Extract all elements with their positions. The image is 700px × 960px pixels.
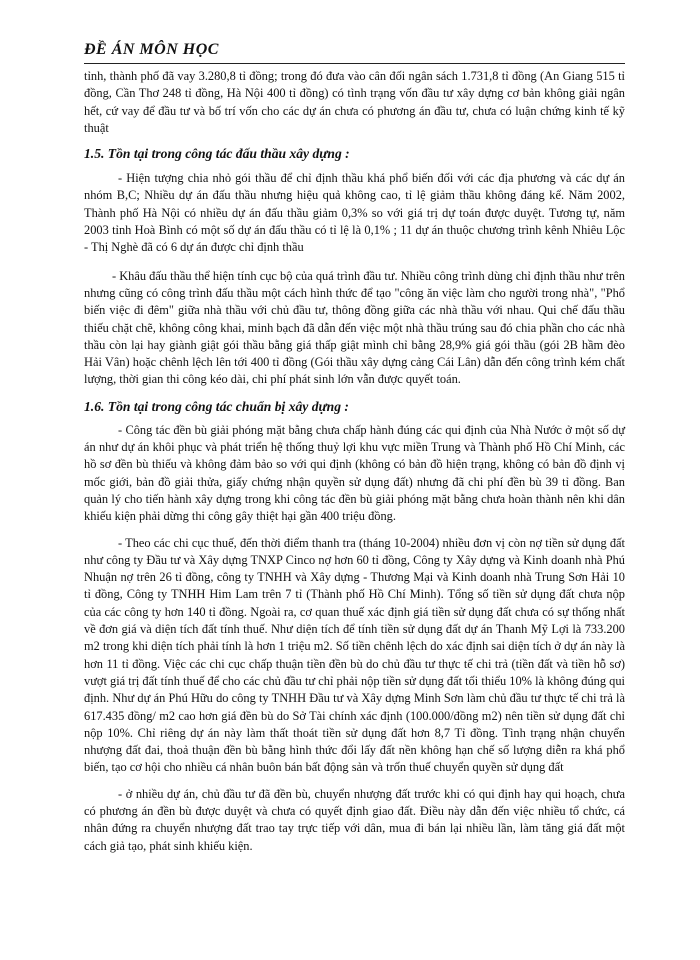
section-1-6-paragraph-1: - Công tác đền bù giải phóng mặt bằng chưa chấp hành đúng các qui định của Nhà Nước ở một số dự án như dự án khôi phục và phát triển hệ thống thuỷ lợi khu vực miền Trung và Thành phố Hồ Chí Minh, các hồ sơ đền bù thiếu và không đảm bảo so với qui định (không có bản đồ hiện trạng, không có bản đồ định vị mốc giới, bản đồ giải thửa, giấy chứng nhận quyền sử dụng đất) nhưng đã chi phí đền bù 39 tỉ đồng. Ban quản lý cho tiến hành xây dựng trong khi công tác đền bù giải phóng mặt bằng chưa hoàn thành nên khi dân khiếu kiện phải dừng thi công gây thiệt hại gần 400 triệu đồng.: [84, 422, 625, 524]
section-1-6-title: 1.6. Tồn tại trong công tác chuẩn bị xây dựng :: [84, 398, 349, 414]
section-1-5-paragraph-2: - Khâu đấu thầu thể hiện tính cục bộ của quá trình đầu tư. Nhiều công trình dùng chỉ định thầu như trên nhưng cũng có công trình đấu thầu một cách hình thức để tạo "công ăn việc làm cho người trong nhà", "Phổ biến việc đi đêm" giữa nhà thầu với chủ đầu tư, thông đồng giữa các nhà thầu với nhau. Qui chế đấu thầu thiếu chặt chẽ, không công khai, minh bạch đã dẫn đến việc một nhà thầu trúng sau đó chia phần cho các nhà thầu còn lại hay giành giật gói thầu bằng giá thấp giật mình chỉ bằng 28,9% giá gói thầu (gói 2B hầm đèo Hải Vân) hoặc chênh lệch lên tới 400 tỉ đồng (Gói thầu xây dựng cảng Cái Lân) dẫn đến công trình kém chất lượng, thời gian thi công kéo dài, chi phí phát sinh lớn vẫn được quyết toán.: [84, 268, 625, 387]
section-1-5-paragraph-1: - Hiện tượng chia nhỏ gói thầu để chỉ định thầu khá phổ biến đối với các địa phương và các dự án nhóm B,C; Nhiều dự án đấu thầu nhưng hiệu quả không cao, tỉ lệ giảm thầu không đáng kể. Năm 2002, Thành phố Hà Nội có nhiều dự án đấu thầu giảm 0,3% so với giá trị dự toán được duyệt. Tương tự, năm 2003 tỉnh Hoà Bình có một số dự án đấu thầu có tỉ lệ là 0,1% ; 11 dự án thuộc chương trình kênh Nhiêu Lộc - Thị Nghè đã có 6 dự án được chỉ định thầu: [84, 171, 625, 255]
section-1-6-paragraph-2: - Theo các chi cục thuế, đến thời điểm thanh tra (tháng 10-2004) nhiều đơn vị còn nợ tiền sử dụng đất như công ty Đầu tư và Xây dựng TNXP Cinco nợ hơn 60 tỉ đồng, Công ty Xây dựng và Kinh doanh nhà Phú Nhuận nợ trên 26 tỉ đồng, công ty TNHH và Xây dựng - Thương Mại và Kinh doanh nhà Trung Sơn Hải 10 tỉ đồng, Công ty TNHH Him Lam trên 7 tỉ (Thành phố Hồ Chí Minh). Tổng số tiền sử dụng đất chưa nộp của các công ty hơn 140 tỉ đồng. Ngoài ra, cơ quan thuế xác định giá tiền sử dụng đất chưa có sự thống nhất về đơn giá và diện tích đất tính thuế. Như diện tích để tính tiền sử dụng đất dự án Thanh Mỹ Lợi là 733.200 m2 trong khi diện tích phải tính là hơn 1 triệu m2. Số tiền chênh lệch do xác định sai diện tích ở dự án này là hơn 11 tỉ đồng. Việc các chi cục chấp thuận tiền đền bù do chủ đầu tư thực tế chi trả (tiền đất và tiền hỗ sơ) vượt giá trị đất tính thuế để cho các chủ đầu tư chỉ phải nộp tiền sử dụng đất tối thiểu 10% là không đúng qui định. Như dự án Phú Hữu do công ty TNHH Đầu tư và Xây dựng Minh Sơn làm chủ đầu tư thực tế chi trả là 617.435 đồng/ m2 cao hơn giá đền bù do Sở Tài chính xác định (100.000/đồng m2) nên tiền sử dụng đất chỉ nộp 10%. Chỉ riêng dự án này làm thất thoát tiền sử dụng đất hơn 8,7 Tỉ đồng. Tình trạng nhận chuyển nhượng đất đai, thoả thuận đền bù bằng hình thức đổi lấy đất nền không hạn chế số lượng diễn ra khá phổ biến, tạo cơ hội cho nhiều cá nhân buôn bán bất động sản và trốn thuế chuyển quyền sử dụng đất: [84, 535, 625, 775]
section-1-5-title: 1.5. Tồn tại trong công tác đấu thầu xây dựng :: [84, 146, 350, 162]
section-1-6-paragraph-3: - ở nhiều dự án, chủ đầu tư đã đền bù, chuyển nhượng đất trước khi có qui định hay qui hoạch, chưa có phương án đền bù được duyệt và chưa có quyết định giao đất. Điều này dẫn đến việc nhiều tổ chức, cá nhân đứng ra chuyển nhượng đất trao tay trực tiếp với dân, mua đi bán lại nhiều lần, làm tăng giá đất một cách giả tạo, phát sinh khiếu kiện.: [84, 786, 625, 853]
document-body: [84, 68, 625, 855]
intro-paragraph: tỉnh, thành phố đã vay 3.280,8 tỉ đồng; trong đó đưa vào cân đối ngân sách 1.731,8 tỉ đồng (An Giang 515 tỉ đồng, Cần Thơ 248 tỉ đồng, Hà Nội 400 tỉ đồng) có tình trạng vốn đầu tư xây dựng cơ bản không giải ngân hết, cứ vay để đầu tư và bố trí vốn cho các dự án chưa có phương án đầu tư, chưa có luận chứng kinh tế kỹ thuật: [84, 69, 625, 135]
header-divider: [84, 63, 625, 64]
page-header-title: ĐỀ ÁN MÔN HỌC: [84, 41, 219, 58]
